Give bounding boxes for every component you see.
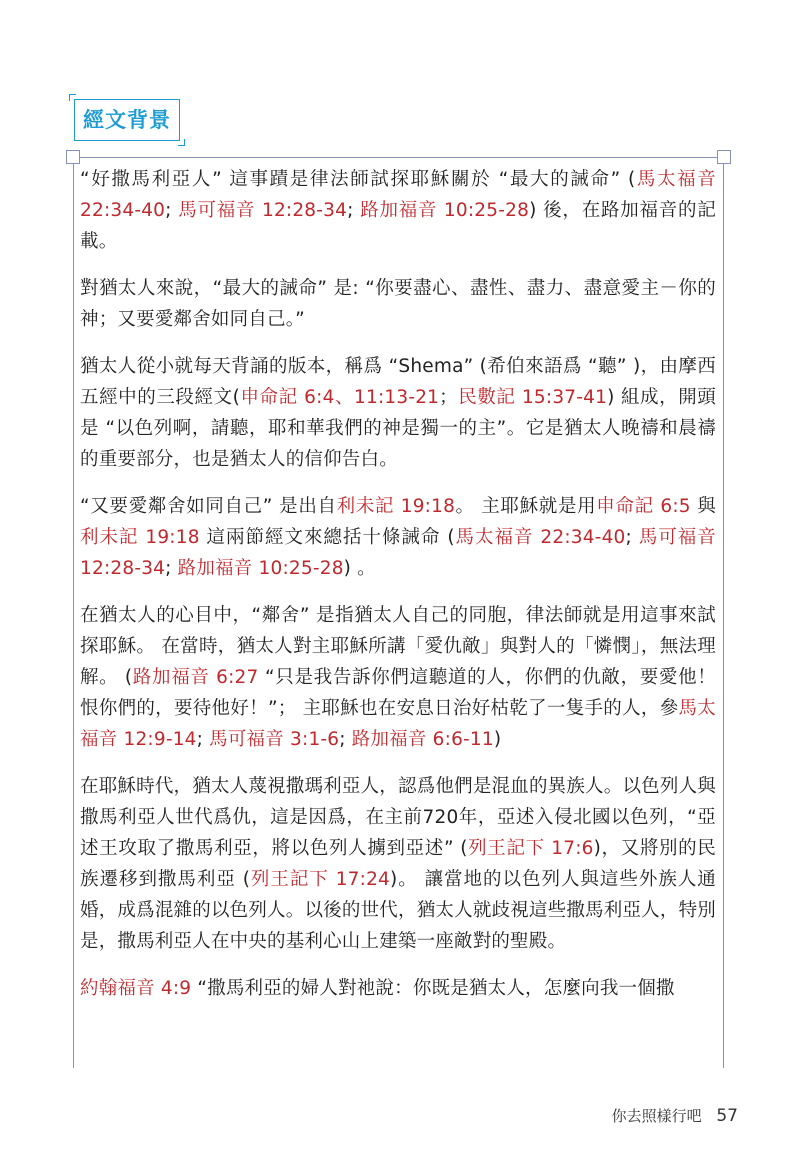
paragraph-text: 對猶太人來說，“最大的誡命” 是: “你要盡心、盡性、盡力、盡意愛主－你的神；又要愛鄰舍如同自己。” bbox=[80, 278, 716, 330]
body-text bbox=[80, 164, 716, 1020]
paragraph-text: 。 主耶穌就是用 bbox=[455, 496, 597, 517]
paragraph bbox=[80, 491, 716, 584]
paragraph-text: 這兩節經文來總括十條誡命 ( bbox=[199, 527, 455, 548]
scripture-reference: 申命記 6:5 bbox=[596, 496, 691, 517]
scripture-reference: 路加福音 10:25-28 bbox=[360, 200, 530, 221]
scripture-reference: 馬太福音 12:9-14 bbox=[80, 698, 716, 750]
scripture-reference: 路加福音 6:27 bbox=[132, 667, 259, 688]
paragraph-text: ; bbox=[339, 729, 352, 750]
paragraph-text: )。 讓當地的以色列人與這些外族人通婚，成爲混雜的以色列人。以後的世代，猶太人就歧視這些撒馬利亞人，特別是，撒馬利亞人在中央的基利心山上建築一座敵對的聖殿。 bbox=[80, 869, 717, 952]
scripture-reference: 申命記 6:4、11:13-21 bbox=[240, 387, 440, 408]
paragraph-text: 在猶太人的心目中，“鄰舍” 是指猶太人自己的同胞，律法師就是用這事來試探耶穌。 在當時，猶太人對主耶穌所講「愛仇敵」與對人的「憐憫」，無法理解。 ( bbox=[80, 605, 716, 688]
paragraph-text: ; bbox=[165, 558, 178, 579]
paragraph-text: ; bbox=[625, 527, 639, 548]
frame-corner-ornament bbox=[66, 150, 80, 164]
paragraph bbox=[80, 600, 716, 755]
scripture-reference: 馬太福音 22:34-40 bbox=[80, 169, 716, 221]
paragraph-text: “又要愛鄰舍如同自己” 是出自 bbox=[80, 496, 337, 517]
scripture-reference: 馬太福音 22:34-40 bbox=[454, 527, 626, 548]
paragraph bbox=[80, 771, 716, 957]
scripture-reference: 約翰福音 4:9 bbox=[80, 978, 192, 999]
scripture-reference: 利未記 19:18 bbox=[80, 527, 200, 548]
scripture-reference: 馬可福音 3:1-6 bbox=[209, 729, 340, 750]
paragraph-text: 在耶穌時代，猶太人蔑視撒瑪利亞人，認爲他們是混血的異族人。以色列人與撒馬利亞人世代爲仇，這是因爲，在主前720年，亞述入侵北國以色列，“亞述王攻取了撒馬利亞，將以色列人擄到亞述” ( bbox=[80, 776, 716, 859]
scripture-reference: 列王記下 17:6 bbox=[467, 838, 594, 859]
page-number: 57 bbox=[716, 1106, 738, 1126]
paragraph bbox=[80, 164, 716, 257]
paragraph-text: ; bbox=[165, 200, 179, 221]
paragraph-text: ； bbox=[439, 387, 458, 408]
paragraph-text: ; bbox=[347, 200, 361, 221]
paragraph-text: 猶太人從小就每天背誦的版本，稱爲 “Shema” (希伯來語爲 “聽” )，由摩西五經中的三段經文( bbox=[80, 356, 716, 408]
scripture-reference: 馬可福音 12:28-34 bbox=[178, 200, 348, 221]
section-title: 經文背景 bbox=[74, 99, 180, 141]
scripture-reference: 馬可福音 12:28-34 bbox=[80, 527, 717, 579]
book-title: 你去照樣行吧 bbox=[611, 1107, 702, 1125]
scripture-reference: 路加福音 10:25-28 bbox=[177, 558, 344, 579]
paragraph-text: ; bbox=[196, 729, 210, 750]
frame-corner-ornament bbox=[717, 150, 731, 164]
paragraph bbox=[80, 351, 716, 475]
paragraph-text: ) 。 bbox=[343, 558, 376, 579]
paragraph-text: “撒馬利亞的婦人對祂說：你既是猶太人，怎麼向我一個撒 bbox=[191, 978, 675, 999]
paragraph-text: ) bbox=[493, 729, 502, 750]
paragraph-text: ) 組成，開頭是 “以色列啊，請聽，耶和華我們的神是獨一的主”。它是猶太人晚禱和晨禱的重要部分，也是猶太人的信仰告白。 bbox=[80, 387, 717, 470]
paragraph-text: 與 bbox=[690, 496, 717, 517]
scripture-reference: 路加福音 6:6-11 bbox=[351, 729, 494, 750]
page-footer bbox=[612, 1105, 738, 1126]
scripture-reference: 民數記 15:37-41 bbox=[457, 387, 608, 408]
paragraph-text: “好撒馬利亞人” 這事蹟是律法師試探耶穌關於 “最大的誡命” ( bbox=[80, 169, 636, 190]
paragraph bbox=[80, 973, 716, 1004]
paragraph-text: ) 後，在路加福音的記載。 bbox=[80, 200, 717, 252]
paragraph-text: )，又將別的民族遷移到撒馬利亞 ( bbox=[80, 838, 716, 890]
paragraph bbox=[80, 273, 716, 335]
scripture-reference: 利未記 19:18 bbox=[336, 496, 456, 517]
scripture-reference: 列王記下 17:24 bbox=[250, 869, 391, 890]
paragraph-text: “只是我告訴你們這聽道的人，你們的仇敵，要愛他！恨你們的，要待他好！”； 主耶穌也在安息日治好枯乾了一隻手的人，參 bbox=[80, 667, 716, 719]
